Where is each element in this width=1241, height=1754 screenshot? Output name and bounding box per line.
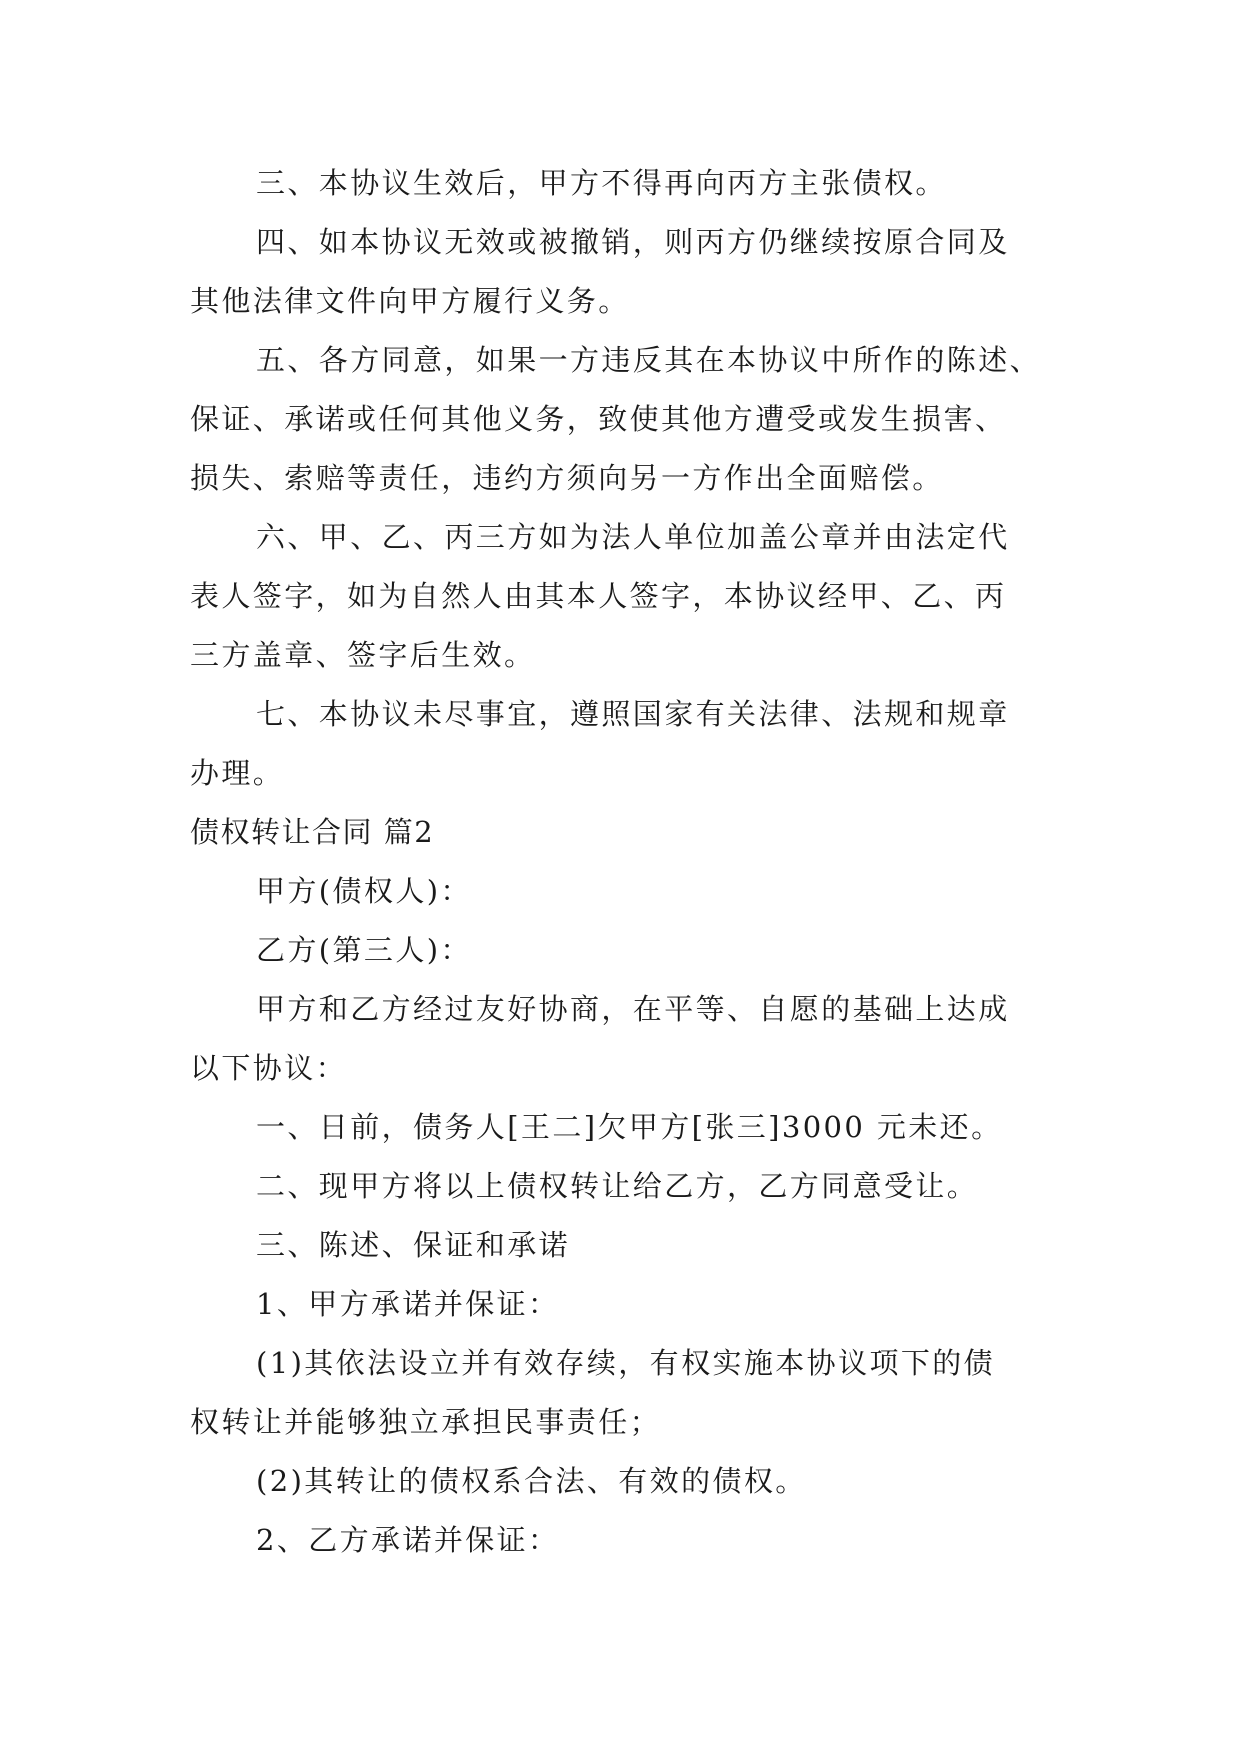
article-3-item-1-1-line-2: 权转让并能够独立承担民事责任； — [190, 1405, 662, 1439]
article-3-title: 三、陈述、保证和承诺 — [256, 1228, 571, 1262]
article-3-item-1-2: (2)其转让的债权系合法、有效的债权。 — [256, 1464, 807, 1498]
clause-7-line-1: 七、本协议未尽事宜，遵照国家有关法律、法规和规章 — [256, 697, 1010, 731]
clause-4-line-1: 四、如本协议无效或被撤销，则丙方仍继续按原合同及 — [256, 225, 1010, 259]
article-3-item-1-1-line-1: (1)其依法设立并有效存续，有权实施本协议项下的债 — [256, 1346, 996, 1380]
clause-4-line-2: 其他法律文件向甲方履行义务。 — [190, 284, 630, 318]
document-body — [190, 154, 1070, 1570]
article-3-item-1: 1、甲方承诺并保证： — [256, 1287, 560, 1321]
clause-5-line-3: 损失、索赔等责任，违约方须向另一方作出全面赔偿。 — [190, 461, 944, 495]
article-1-line: 一、日前，债务人[王二]欠甲方[张三]3000 元未还。 — [256, 1110, 1003, 1144]
clause-3-line: 三、本协议生效后，甲方不得再向丙方主张债权。 — [256, 166, 947, 200]
article-3-item-2: 2、乙方承诺并保证： — [256, 1523, 560, 1557]
clause-5-line-1: 五、各方同意，如果一方违反其在本协议中所作的陈述、 — [256, 343, 1042, 377]
clause-5-line-2: 保证、承诺或任何其他义务，致使其他方遭受或发生损害、 — [190, 402, 1007, 436]
clause-6-line-1: 六、甲、乙、丙三方如为法人单位加盖公章并由法定代 — [256, 520, 1010, 554]
article-2-line: 二、现甲方将以上债权转让给乙方，乙方同意受让。 — [256, 1169, 979, 1203]
party-a-line: 甲方(债权人)： — [256, 874, 472, 908]
clause-6-line-3: 三方盖章、签字后生效。 — [190, 638, 536, 672]
party-b-line: 乙方(第三人)： — [256, 933, 472, 967]
clause-7-line-2: 办理。 — [190, 756, 285, 790]
preamble-line-1: 甲方和乙方经过友好协商，在平等、自愿的基础上达成 — [256, 992, 1010, 1026]
section-heading: 债权转让合同 篇2 — [190, 815, 435, 849]
preamble-line-2: 以下协议： — [190, 1051, 348, 1085]
clause-6-line-2: 表人签字，如为自然人由其本人签字，本协议经甲、乙、丙 — [190, 579, 1007, 613]
